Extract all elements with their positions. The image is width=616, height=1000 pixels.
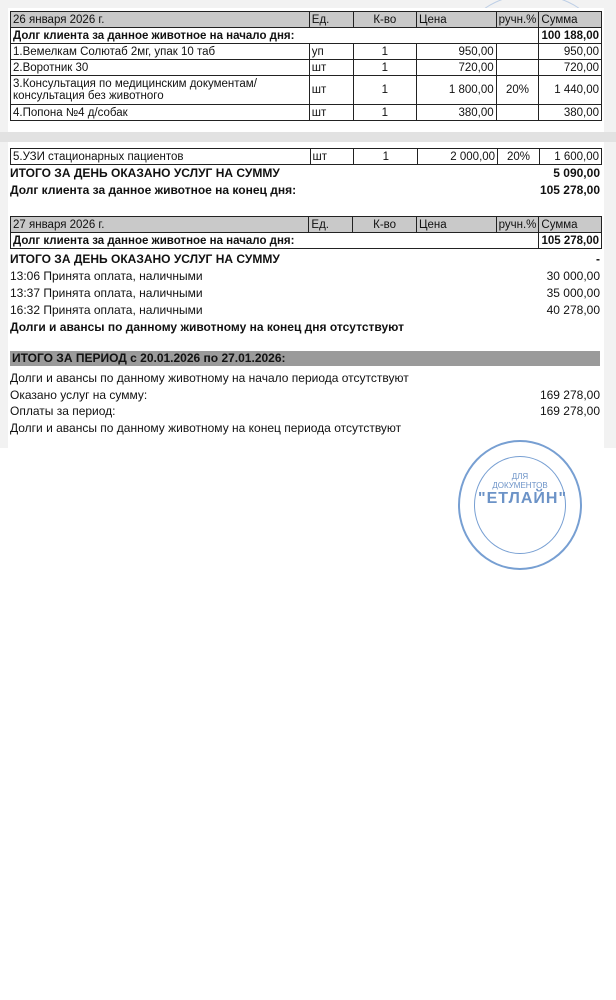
item-price: 720,00 (417, 60, 497, 76)
item-manual: 20% (496, 76, 539, 105)
item-unit: шт (309, 76, 353, 105)
period-end-note: Долги и авансы по данному животному на конец периода отсутствуют (10, 421, 402, 435)
period-services-line (10, 387, 600, 403)
col-manual: ручн.% (496, 12, 539, 28)
company-stamp (458, 440, 582, 570)
period-payments-label: Оплаты за период: (10, 404, 116, 418)
payment-value: 40 278,00 (546, 303, 600, 317)
debt-start-value: 100 188,00 (539, 28, 602, 44)
item-manual (496, 44, 539, 60)
payment-value: 30 000,00 (546, 269, 600, 283)
item-sum: 380,00 (539, 105, 602, 121)
day1-date: 26 января 2026 г. (11, 12, 310, 28)
item-qty: 1 (353, 76, 417, 105)
day2-debt-start-row (11, 233, 602, 249)
day2-date: 27 января 2026 г. (11, 217, 309, 233)
day1-debt-end-label: Долг клиента за данное животное на конец дня: (10, 183, 297, 197)
item-qty: 1 (354, 149, 418, 165)
item-unit: шт (310, 149, 354, 165)
item-manual (496, 105, 539, 121)
item-unit: шт (309, 60, 353, 76)
day2-debt-start-value: 105 278,00 (539, 233, 602, 249)
day2-header-row (11, 217, 602, 233)
day2-total-label: ИТОГО ЗА ДЕНЬ ОКАЗАНО УСЛУГ НА СУММУ (10, 252, 280, 266)
table-row (11, 105, 602, 121)
day2-table (10, 216, 602, 249)
item-manual: 20% (498, 149, 540, 165)
day1-debt-end-value: 105 278,00 (539, 183, 600, 197)
payment-label: 13:06 Принята оплата, наличными (10, 269, 203, 283)
item-unit: шт (309, 105, 353, 121)
payment-label: 13:37 Принята оплата, наличными (10, 286, 203, 300)
list-item (10, 285, 600, 301)
item-name: 5.УЗИ стационарных пациентов (11, 149, 311, 165)
col-price: Цена (417, 12, 497, 28)
col-manual: ручн.% (496, 217, 539, 233)
col-unit: Ед. (309, 217, 353, 233)
col-price: Цена (416, 217, 496, 233)
day2-total-value: - (596, 252, 600, 266)
list-item (10, 268, 600, 284)
item-name: 3.Консультация по медицинским документам/ консультация без животного (11, 76, 310, 105)
period-title: ИТОГО ЗА ПЕРИОД с 20.01.2026 по 27.01.2026: (10, 351, 600, 366)
period-start-note: Долги и авансы по данному животному на начало периода отсутствуют (10, 371, 409, 385)
day1-total-value: 5 090,00 (553, 166, 600, 180)
payment-value: 35 000,00 (546, 286, 600, 300)
item-unit: уп (309, 44, 353, 60)
item-manual (496, 60, 539, 76)
item-qty: 1 (353, 60, 417, 76)
day1-table-continued (10, 148, 602, 165)
day2-debt-start-label: Долг клиента за данное животное на начало дня: (11, 233, 539, 249)
item-name: 1.Вемелкам Солютаб 2мг, упак 10 таб (11, 44, 310, 60)
period-services-value: 169 278,00 (539, 388, 600, 402)
period-payments-line (10, 403, 600, 419)
item-sum: 1 600,00 (540, 149, 602, 165)
stamp-text: "ЕТЛАЙН" (478, 490, 568, 507)
table-row (11, 60, 602, 76)
day1-table (10, 11, 602, 121)
day1-header-row (11, 12, 602, 28)
col-qty: К-во (353, 12, 417, 28)
day1-debt-end-line (10, 182, 600, 198)
period-payments-value: 169 278,00 (539, 404, 600, 418)
col-sum: Сумма (539, 217, 602, 233)
item-price: 1 800,00 (417, 76, 497, 105)
item-qty: 1 (353, 44, 417, 60)
stamp-caption: ДЛЯ ДОКУМЕНТОВ (492, 472, 548, 490)
item-qty: 1 (353, 105, 417, 121)
item-price: 950,00 (417, 44, 497, 60)
col-unit: Ед. (309, 12, 353, 28)
day2-end-note: Долги и авансы по данному животному на конец дня отсутствуют (10, 320, 404, 334)
day2-total-line (10, 251, 600, 267)
payment-label: 16:32 Принята оплата, наличными (10, 303, 203, 317)
item-price: 380,00 (417, 105, 497, 121)
item-sum: 720,00 (539, 60, 602, 76)
day1-total-line (10, 165, 600, 181)
page-break-gap (0, 132, 616, 142)
day1-total-label: ИТОГО ЗА ДЕНЬ ОКАЗАНО УСЛУГ НА СУММУ (10, 166, 280, 180)
item-sum: 1 440,00 (539, 76, 602, 105)
item-sum: 950,00 (539, 44, 602, 60)
item-name: 4.Попона №4 д/собак (11, 105, 310, 121)
col-qty: К-во (353, 217, 417, 233)
period-services-label: Оказано услуг на сумму: (10, 388, 148, 402)
debt-start-label: Долг клиента за данное животное на начало дня: (11, 28, 539, 44)
statement-sheet-1 (8, 8, 604, 132)
debt-start-row (11, 28, 602, 44)
item-name: 2.Воротник 30 (11, 60, 310, 76)
table-row (11, 149, 602, 165)
table-row (11, 44, 602, 60)
item-price: 2 000,00 (418, 149, 498, 165)
table-row (11, 76, 602, 105)
col-sum: Сумма (539, 12, 602, 28)
list-item (10, 302, 600, 318)
